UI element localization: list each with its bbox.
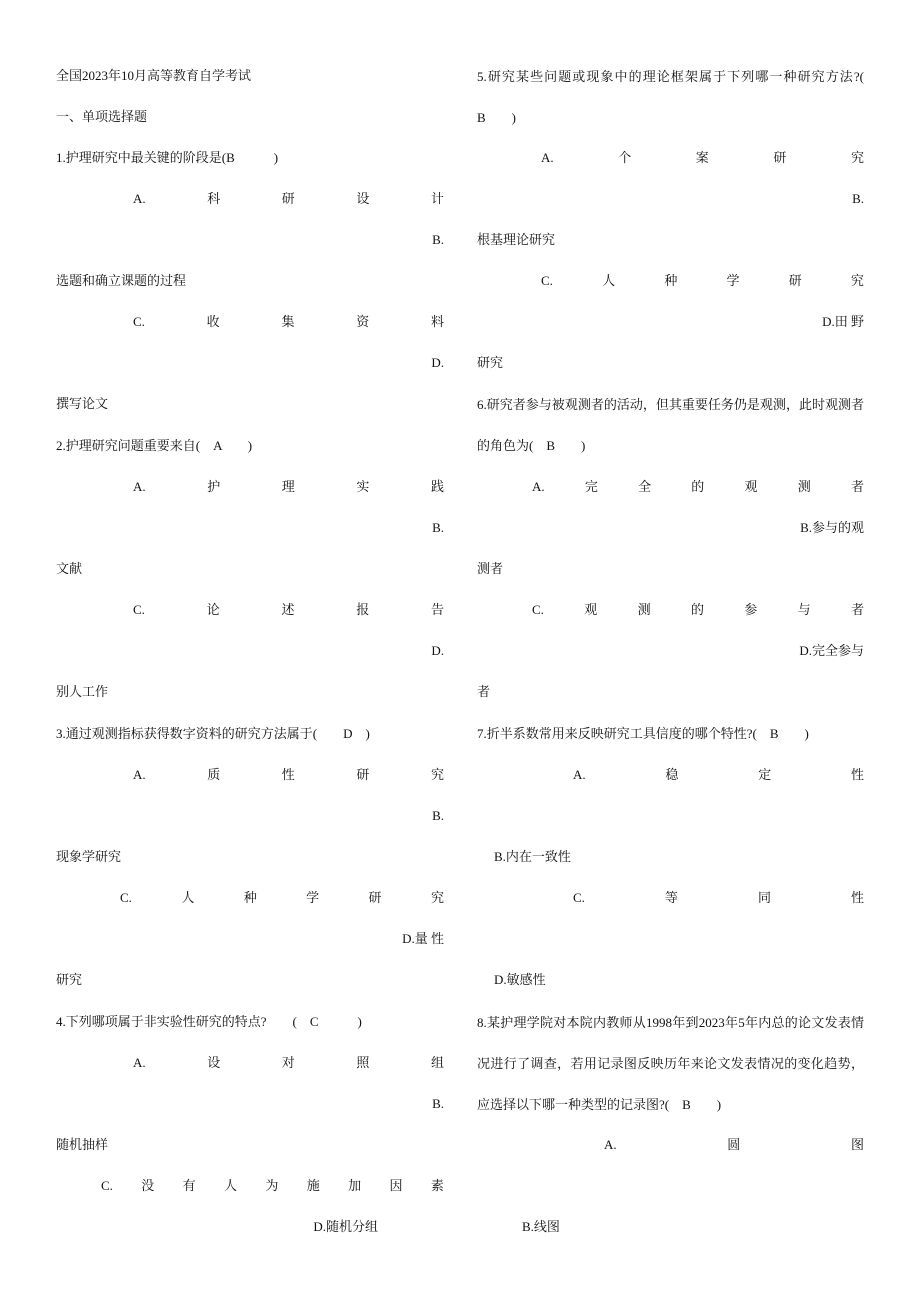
question-7-stem: 7.折半系数常用来反映研究工具信度的哪个特性?( B ) (477, 726, 809, 741)
question-4-option-b-label: B. (432, 1096, 444, 1111)
question-2-option-d-label: D. (431, 643, 444, 658)
question-8-stem: 8.某护理学院对本院内教师从1998年到2023年5年内总的论文发表情况进行了调查，若用记录图反映历年来论文发表情况的变化趋势，应选择以下哪一种类型的记录图?( B ) (477, 1015, 864, 1112)
question-5-option-b-text: 根基理论研究 (477, 232, 556, 247)
section-title: 一、单项选择题 (56, 109, 148, 124)
question-1-option-c: C. 收 集 资 料 (133, 314, 444, 329)
question-4-option-d: D.随机分组 (313, 1219, 378, 1234)
question-7-option-a: A. 稳 定 性 (573, 767, 864, 782)
question-2-option-d-text: 别人工作 (56, 684, 109, 699)
question-1-option-b-text: 选题和确立课题的过程 (56, 273, 187, 288)
question-4-option-c: C. 没 有 人 为 施 加 因 素 (101, 1178, 444, 1193)
question-5-option-b-label: B. (852, 191, 864, 206)
question-8-option-a: A. 圆 图 (604, 1137, 864, 1152)
question-6-option-d-text: 者 (477, 684, 491, 699)
exam-header: 全国2023年10月高等教育自学考试 (56, 68, 252, 83)
question-6-option-b-label: B.参与的观 (800, 520, 864, 535)
question-4-option-b-text: 随机抽样 (56, 1137, 109, 1152)
question-1-option-b-label: B. (432, 232, 444, 247)
question-3-option-b-label: B. (432, 808, 444, 823)
question-3-option-a: A. 质 性 研 究 (133, 767, 444, 782)
question-3-option-b-text: 现象学研究 (56, 849, 122, 864)
question-5-option-c: C. 人 种 学 研 究 (541, 273, 864, 288)
question-6-option-c: C. 观 测 的 参 与 者 (532, 602, 864, 617)
question-3-option-c: C. 人 种 学 研 究 (120, 890, 444, 905)
question-7-option-b: B.内在一致性 (494, 849, 571, 864)
question-6-option-b-text: 测者 (477, 561, 504, 576)
question-8-option-b: B.线图 (522, 1219, 560, 1234)
question-6-option-a: A. 完 全 的 观 测 者 (532, 479, 864, 494)
question-1-option-d-label: D. (431, 355, 444, 370)
question-5-option-d-text: 研究 (477, 355, 504, 370)
question-3-option-d-text: 研究 (56, 972, 83, 987)
question-3-stem: 3.通过观测指标获得数字资料的研究方法属于( D ) (56, 726, 370, 741)
question-3-option-d-label: D.量 性 (402, 931, 444, 946)
question-1-option-a: A. 科 研 设 计 (133, 191, 444, 206)
question-5-option-d-label: D.田 野 (822, 314, 864, 329)
question-1-stem: 1.护理研究中最关键的阶段是(B ) (56, 150, 279, 165)
question-2-option-b-label: B. (432, 520, 444, 535)
question-7-option-d: D.敏感性 (494, 972, 546, 987)
question-2-option-a: A. 护 理 实 践 (133, 479, 444, 494)
question-2-stem: 2.护理研究问题重要来自( A ) (56, 438, 253, 453)
question-6-stem: 6.研究者参与被观测者的活动，但其重要任务仍是观测，此时观测者的角色为( B ) (477, 397, 864, 453)
question-4-stem: 4.下列哪项属于非实验性研究的特点? ( C ) (56, 1014, 362, 1029)
question-7-option-c: C. 等 同 性 (573, 890, 864, 905)
question-1-option-d-text: 撰写论文 (56, 396, 109, 411)
question-4-option-a: A. 设 对 照 组 (133, 1055, 444, 1070)
question-5-option-a: A. 个 案 研 究 (541, 150, 864, 165)
question-5-stem: 5.研究某些问题或现象中的理论框架属于下列哪一种研究方法?( B ) (477, 69, 878, 125)
question-6-option-d-label: D.完全参与 (799, 643, 864, 658)
question-2-option-b-text: 文献 (56, 561, 83, 576)
question-2-option-c: C. 论 述 报 告 (133, 602, 444, 617)
